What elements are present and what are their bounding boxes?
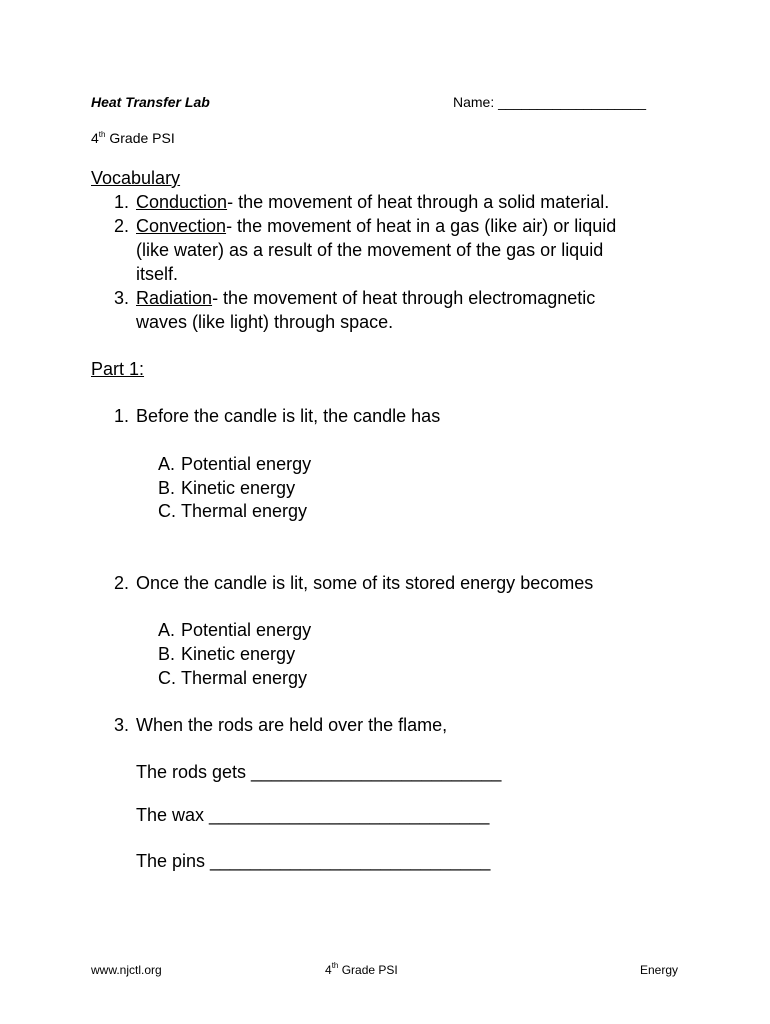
vocab-item-conduction: 1. Conduction- the movement of heat through a solid material. — [114, 192, 610, 212]
wax-blank[interactable]: The wax ____________________________ — [136, 805, 490, 825]
q2-option-b[interactable]: B. Kinetic energy — [158, 644, 296, 664]
footer-website: www.njctl.org — [91, 963, 162, 977]
vocab-item-convection: 2. Convection- the movement of heat in a gas (like air) or liquid — [114, 216, 617, 236]
footer-grade: 4th Grade PSI — [325, 961, 398, 977]
lab-title: Heat Transfer Lab — [91, 94, 210, 110]
vocab-item-radiation-line2: waves (like light) through space. — [136, 312, 394, 332]
pins-blank[interactable]: The pins ____________________________ — [136, 851, 491, 871]
vocab-term: Conduction — [136, 192, 228, 212]
part1-heading: Part 1: — [91, 359, 145, 379]
grade-label: 4th Grade PSI — [91, 130, 175, 146]
vocab-term: Radiation — [136, 288, 213, 308]
q2-option-a[interactable]: A. Potential energy — [158, 620, 312, 640]
question-2: 2. Once the candle is lit, some of its stored energy becomes — [114, 573, 594, 593]
q1-option-a[interactable]: A. Potential energy — [158, 454, 312, 474]
vocab-item-radiation: 3. Radiation- the movement of heat through electromagnetic — [114, 288, 596, 308]
rods-blank[interactable]: The rods gets _________________________ — [136, 762, 502, 782]
question-1: 1. Before the candle is lit, the candle has — [114, 406, 441, 426]
vocab-term: Convection — [136, 216, 227, 236]
q1-option-b[interactable]: B. Kinetic energy — [158, 478, 296, 498]
vocab-item-convection-line2: (like water) as a result of the movement of the gas or liquid — [136, 240, 604, 260]
q1-option-c[interactable]: C. Thermal energy — [158, 501, 308, 521]
vocab-item-convection-line3: itself. — [136, 264, 179, 284]
q2-option-c[interactable]: C. Thermal energy — [158, 668, 308, 688]
footer-subject: Energy — [640, 963, 679, 977]
vocabulary-heading: Vocabulary — [91, 168, 181, 188]
question-3: 3. When the rods are held over the flame, — [114, 715, 448, 735]
name-field[interactable]: Name: ___________________ — [453, 94, 647, 110]
